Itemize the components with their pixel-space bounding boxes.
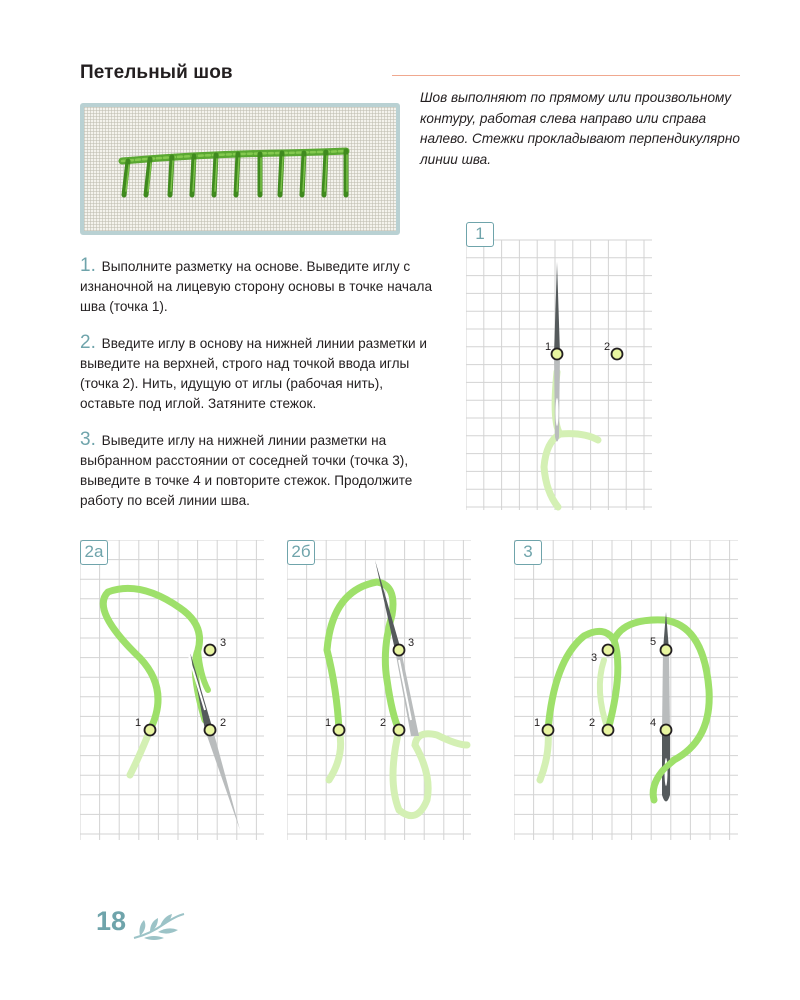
point-label: 4 xyxy=(650,717,657,729)
diagram-3-graphic xyxy=(514,540,740,840)
point-1-marker xyxy=(145,725,156,736)
blanket-stitch-sample xyxy=(84,107,396,231)
step-3 xyxy=(80,430,440,511)
point-4-marker xyxy=(661,725,672,736)
diagram-2b-graphic xyxy=(287,540,473,840)
step-text: Введите иглу в основу на нижней линии разметки и выведите на верхней, строго над точкой ввода иглы (точка 2). Нить, идущую от иглы (рабочая нить), оставьте под иглой. Затяните стежок. xyxy=(80,336,427,411)
intro-text: Шов выполняют по прямому или произвольному контуру, работая слева направо или справа налево. Стежки прокладывают перпендикулярно линии шва. xyxy=(420,90,740,167)
point-1-marker xyxy=(552,349,563,360)
point-label: 1 xyxy=(325,717,332,729)
point-2-marker xyxy=(612,349,623,360)
step-text: Выполните разметку на основе. Выведите иглу с изнаночной на лицевую сторону основы в точке начала шва (точка 1). xyxy=(80,259,433,314)
point-label: 1 xyxy=(545,341,552,353)
page-number: 18 xyxy=(96,906,127,936)
page-title: Петельный шов xyxy=(80,62,233,83)
point-1-marker xyxy=(543,725,554,736)
point-5-marker xyxy=(661,645,672,656)
point-label: 3 xyxy=(220,637,227,649)
diagram-1-graphic xyxy=(466,222,654,512)
header-divider xyxy=(392,75,740,76)
point-3-marker xyxy=(205,645,216,656)
point-1-marker xyxy=(334,725,345,736)
step-text: Выведите иглу на нижней линии разметки на выбранном расстоянии от соседней точки (точка 3), выведите в точке 4 и повторите стежок. Продолжите работу по всей линии шва. xyxy=(80,433,413,508)
diagram-2a-graphic xyxy=(80,540,266,840)
point-label: 3 xyxy=(591,652,598,664)
diagram-3 xyxy=(514,540,740,840)
point-3-marker xyxy=(603,645,614,656)
step-number: 1. xyxy=(80,255,96,276)
embroidery-photo xyxy=(80,103,400,235)
figure-label: 2б xyxy=(287,540,315,565)
instruction-steps xyxy=(80,256,440,527)
diagram-1 xyxy=(466,222,654,512)
grid xyxy=(80,540,264,840)
figure-label: 3 xyxy=(514,540,542,565)
step-number: 3. xyxy=(80,429,96,450)
point-2-marker xyxy=(603,725,614,736)
diagram-2a xyxy=(80,540,266,840)
diagram-2b xyxy=(287,540,473,840)
figure-label: 1 xyxy=(466,222,494,247)
point-label: 5 xyxy=(650,636,657,648)
grid xyxy=(514,540,738,840)
point-3-marker xyxy=(394,645,405,656)
point-label: 2 xyxy=(604,341,611,353)
point-label: 1 xyxy=(534,717,541,729)
point-label: 1 xyxy=(135,717,142,729)
point-label: 3 xyxy=(408,637,415,649)
step-number: 2. xyxy=(80,332,96,353)
figure-label: 2а xyxy=(80,540,108,565)
point-label: 2 xyxy=(380,717,387,729)
point-2-marker xyxy=(394,725,405,736)
point-2-marker xyxy=(205,725,216,736)
point-label: 2 xyxy=(220,717,227,729)
step-2 xyxy=(80,333,440,414)
step-1 xyxy=(80,256,440,317)
point-label: 2 xyxy=(589,717,596,729)
leaf-ornament-icon xyxy=(130,912,186,944)
